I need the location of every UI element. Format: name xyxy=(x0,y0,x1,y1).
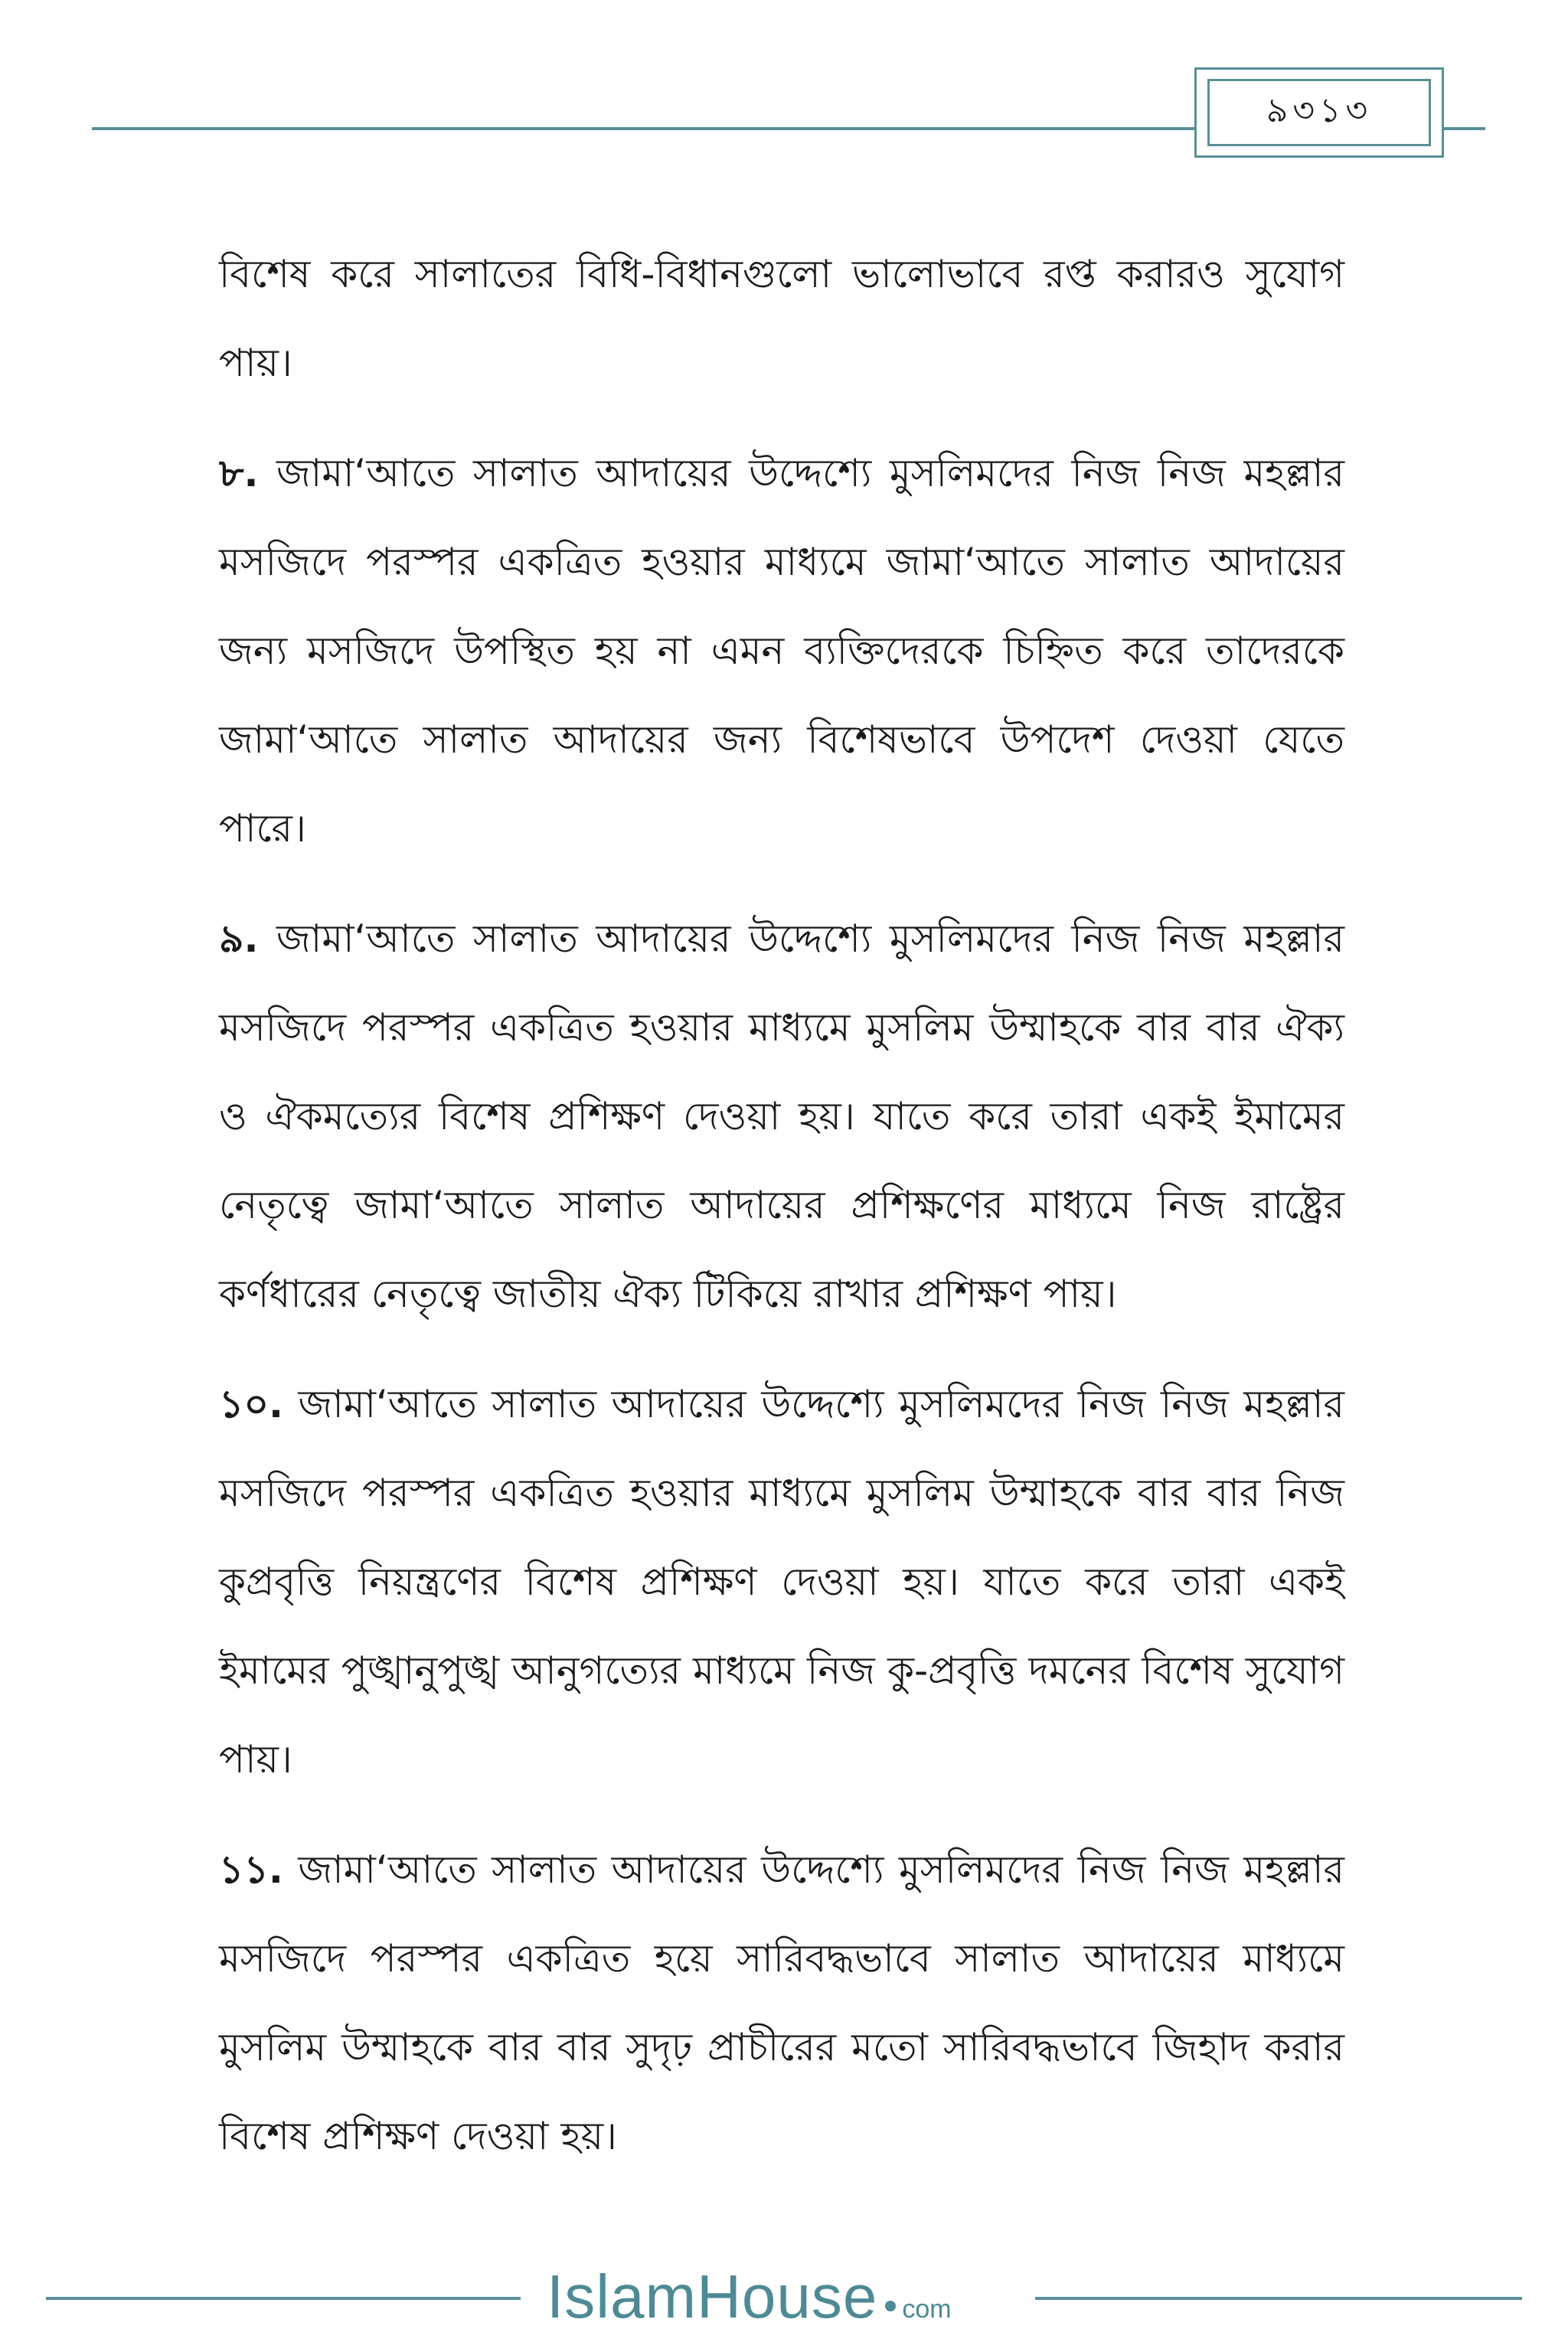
logo-suffix: com xyxy=(902,2295,952,2324)
page-body xyxy=(219,230,1344,2202)
paragraph-text: জামা‘আতে সালাত আদায়ের উদ্দেশ্যে মুসলিমদের নিজ নিজ মহল্লার মসজিদে পরস্পর একত্রিত হওয়ার মাধ্যমে মুসলিম উম্মাহকে বার বার নিজ কুপ্রবৃত্তি নিয়ন্ত্রণের বিশেষ প্রশিক্ষণ দেওয়া হয়। যাতে করে তারা একই ইমামের পুঙ্খানুপুঙ্খ আনুগত্যের মাধ্যমে নিজ কু-প্রবৃত্তি দমনের বিশেষ সুযোগ পায়। xyxy=(219,1382,1344,1782)
islamhouse-logo xyxy=(547,2262,952,2338)
paragraph-text: বিশেষ করে সালাতের বিধি-বিধানগুলো ভালোভাবে রপ্ত করারও সুযোগ পায়। xyxy=(219,252,1344,385)
paragraph-item-11 xyxy=(219,1825,1344,2180)
paragraph-text: জামা‘আতে সালাত আদায়ের উদ্দেশ্যে মুসলিমদের নিজ নিজ মহল্লার মসজিদে পরস্পর একত্রিত হওয়ার মাধ্যমে মুসলিম উম্মাহকে বার বার ঐক্য ও ঐকমত্যের বিশেষ প্রশিক্ষণ দেওয়া হয়। যাতে করে তারা একই ইমামের নেতৃত্বে জামা‘আতে সালাত আদায়ের প্রশিক্ষণের মাধ্যমে নিজ রাষ্ট্রের কর্ণধারের নেতৃত্বে জাতীয় ঐক্য টিকিয়ে রাখার প্রশিক্ষণ পায়। xyxy=(219,916,1344,1316)
footer-rule-right xyxy=(1035,2297,1522,2300)
paragraph-number: ১০. xyxy=(219,1382,283,1426)
footer xyxy=(0,2251,1568,2343)
page-number: ৯৩১৩ xyxy=(1266,90,1373,130)
paragraph-continuation xyxy=(219,230,1344,407)
paragraph-item-10 xyxy=(219,1360,1344,1804)
logo-dot-icon xyxy=(885,2301,896,2311)
paragraph-number: ৮. xyxy=(219,451,259,495)
paragraph-item-8 xyxy=(219,429,1344,873)
page-number-inner-frame xyxy=(1207,79,1431,146)
paragraph-number: ১১. xyxy=(219,1847,283,1892)
paragraph-number: ৯. xyxy=(219,916,259,961)
paragraph-text: জামা‘আতে সালাত আদায়ের উদ্দেশ্যে মুসলিমদের নিজ নিজ মহল্লার মসজিদে পরস্পর একত্রিত হওয়ার মাধ্যমে জামা‘আতে সালাত আদায়ের জন্য মসজিদে উপস্থিত হয় না এমন ব্যক্তিদেরকে চিহ্নিত করে তাদেরকে জামা‘আতে সালাত আদায়ের জন্য বিশেষভাবে উপদেশ দেওয়া যেতে পারে। xyxy=(219,451,1344,851)
paragraph-item-9 xyxy=(219,894,1344,1338)
footer-rule-left xyxy=(46,2297,521,2300)
paragraph-text: জামা‘আতে সালাত আদায়ের উদ্দেশ্যে মুসলিমদের নিজ নিজ মহল্লার মসজিদে পরস্পর একত্রিত হয়ে সারিবদ্ধভাবে সালাত আদায়ের মাধ্যমে মুসলিম উম্মাহকে বার বার সুদৃঢ় প্রাচীরের মতো সারিবদ্ধভাবে জিহাদ করার বিশেষ প্রশিক্ষণ দেওয়া হয়। xyxy=(219,1847,1344,2158)
logo-wordmark: IslamHouse xyxy=(547,2262,878,2331)
page-number-frame xyxy=(1194,67,1444,158)
